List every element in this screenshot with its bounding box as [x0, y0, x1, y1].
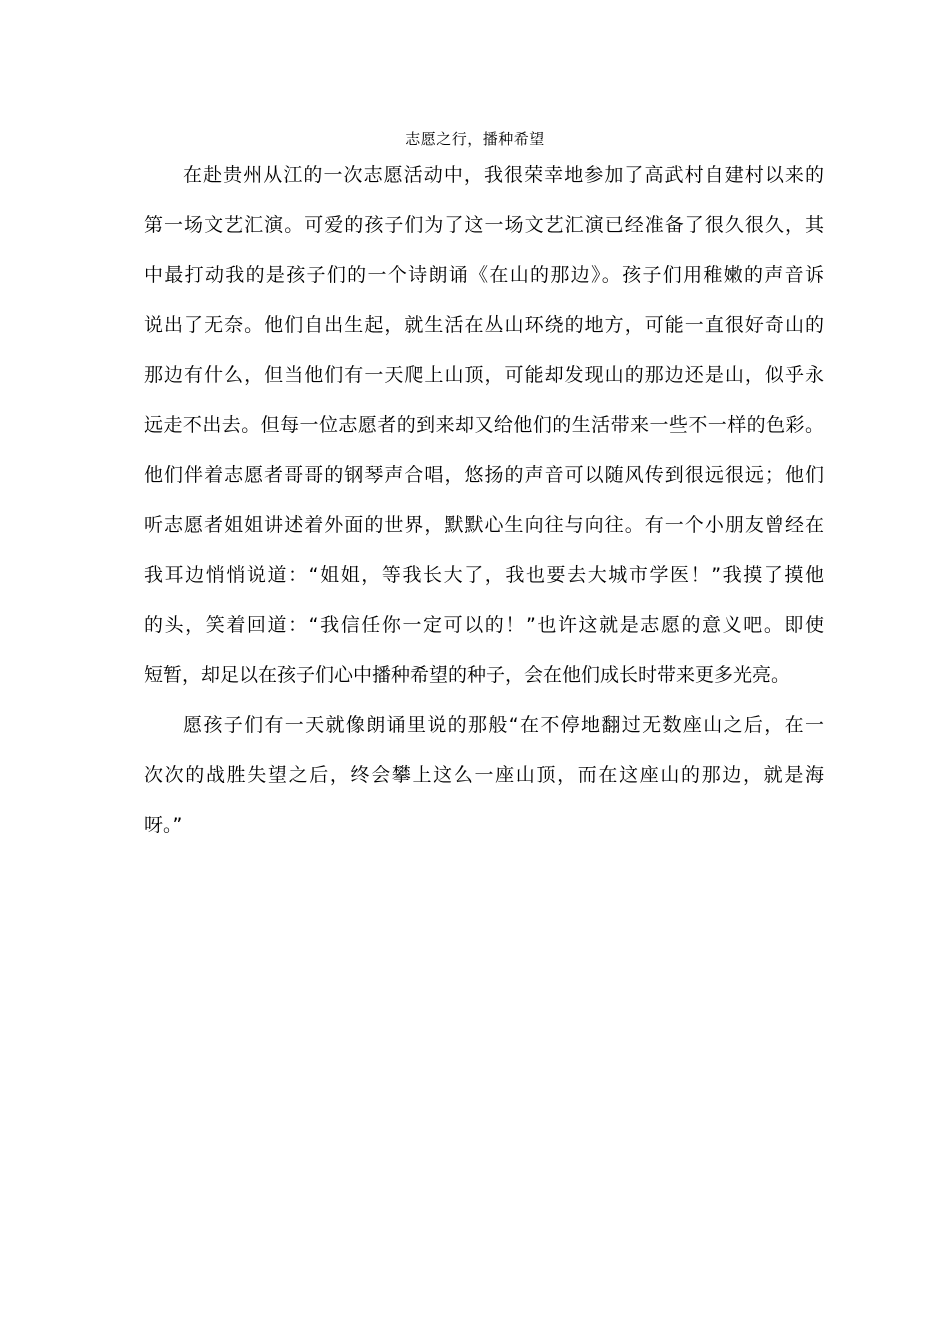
paragraph-line: 呀。”	[144, 814, 183, 836]
paragraph-line: 第一场文艺汇演。可爱的孩子们为了这一场文艺汇演已经准备了很久很久，其	[144, 214, 824, 236]
paragraph-line: 他们伴着志愿者哥哥的钢琴声合唱，悠扬的声音可以随风传到很远很远；他们	[144, 464, 824, 486]
paragraph-line: 在赴贵州从江的一次志愿活动中，我很荣幸地参加了高武村自建村以来的	[183, 164, 824, 186]
paragraph-line: 的头，笑着回道：“我信任你一定可以的！”也许这就是志愿的意义吧。即使	[144, 614, 824, 636]
paragraph-line: 短暂，却足以在孩子们心中播种希望的种子，会在他们成长时带来更多光亮。	[144, 664, 791, 686]
paragraph-line: 远走不出去。但每一位志愿者的到来却又给他们的生活带来一些不一样的色彩。	[144, 414, 824, 436]
document-title: 志愿之行，播种希望	[405, 130, 545, 148]
paragraph-line: 愿孩子们有一天就像朗诵里说的那般“在不停地翻过无数座山之后，在一	[183, 714, 824, 736]
paragraph-line: 那边有什么，但当他们有一天爬上山顶，可能却发现山的那边还是山，似乎永	[144, 364, 824, 386]
paragraph-line: 我耳边悄悄说道：“姐姐，等我长大了，我也要去大城市学医！”我摸了摸他	[144, 564, 824, 586]
paragraph-line: 说出了无奈。他们自出生起，就生活在丛山环绕的地方，可能一直很好奇山的	[144, 314, 824, 336]
paragraph-line: 次次的战胜失望之后，终会攀上这么一座山顶，而在这座山的那边，就是海	[144, 764, 824, 786]
paragraph-line: 中最打动我的是孩子们的一个诗朗诵《在山的那边》。孩子们用稚嫩的声音诉	[144, 264, 824, 286]
paragraph-line: 听志愿者姐姐讲述着外面的世界，默默心生向往与向往。有一个小朋友曾经在	[144, 514, 824, 536]
